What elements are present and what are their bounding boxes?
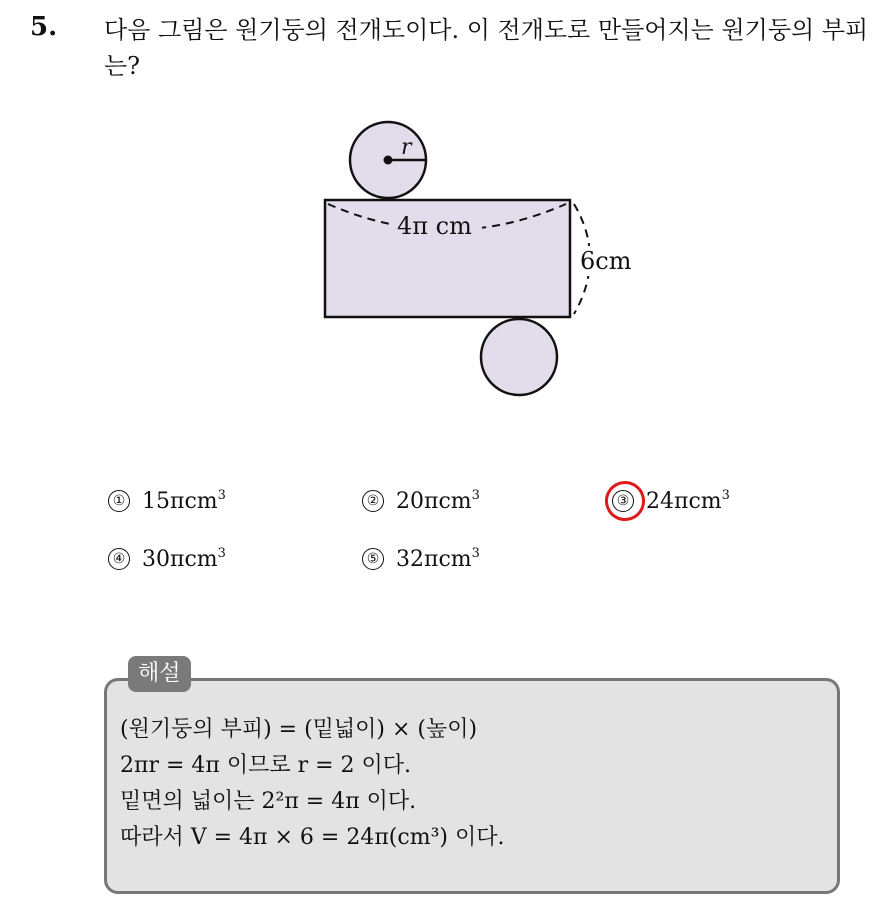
radius-label: r	[401, 135, 412, 160]
solution-line: 따라서 V = 4π × 6 = 24π(cm³) 이다.	[120, 825, 505, 850]
choice-value: 30πcm	[142, 547, 218, 572]
bottom-base-circle	[481, 319, 557, 395]
choice-number: ⑤	[362, 548, 384, 570]
cylinder-net-figure	[300, 110, 680, 410]
choice-5[interactable]	[362, 546, 480, 572]
choice-value: 15πcm	[142, 489, 218, 514]
choice-3[interactable]	[612, 488, 730, 514]
choice-exponent: 3	[471, 546, 480, 561]
height-label: 6cm	[580, 247, 632, 275]
choice-2[interactable]	[362, 488, 480, 514]
solution-line: 밑면의 넓이는 2²π = 4π 이다.	[120, 789, 417, 814]
choice-exponent: 3	[721, 488, 730, 503]
cylinder-net-svg	[300, 110, 680, 410]
answer-choices	[108, 480, 808, 590]
choice-value: 32πcm	[396, 547, 472, 572]
choice-4[interactable]	[108, 546, 226, 572]
choice-value: 24πcm	[646, 489, 722, 514]
solution-line: 2πr = 4π 이므로 r = 2 이다.	[120, 753, 412, 778]
choice-number: ③	[612, 490, 634, 512]
choice-exponent: 3	[471, 488, 480, 503]
choice-value: 20πcm	[396, 489, 472, 514]
choice-exponent: 3	[217, 488, 226, 503]
solution-label: 해설	[128, 656, 191, 692]
choice-number: ①	[108, 490, 130, 512]
choice-number: ②	[362, 490, 384, 512]
question-number: 5.	[30, 12, 58, 42]
choice-number: ④	[108, 548, 130, 570]
solution-text	[120, 712, 504, 856]
choice-1[interactable]	[108, 488, 226, 514]
question-text: 다음 그림은 원기둥의 전개도이다. 이 전개도로 만들어지는 원기둥의 부피는?	[104, 16, 869, 80]
solution-line: (원기둥의 부피) = (밑넓이) × (높이)	[120, 717, 478, 742]
choice-exponent: 3	[217, 546, 226, 561]
width-label: 4π cm	[397, 212, 472, 240]
